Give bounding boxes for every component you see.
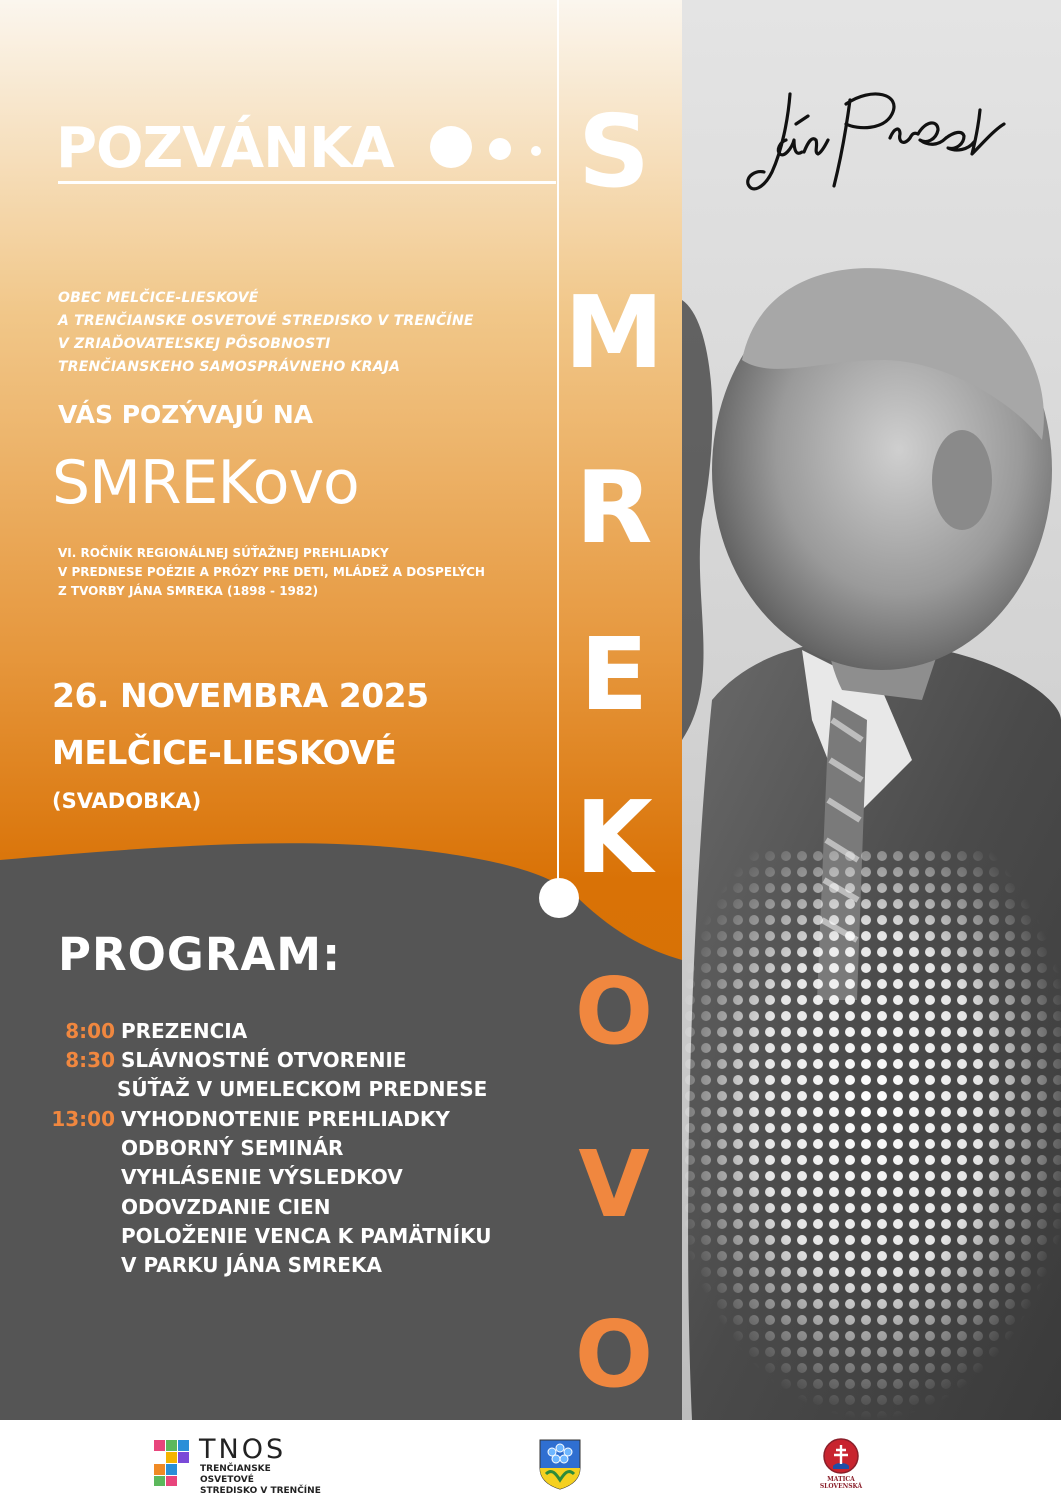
event-name: SMREKovo bbox=[52, 448, 359, 518]
program-text: VYHODNOTENIE PREHLIADKY bbox=[121, 1107, 450, 1131]
program-text: PREZENCIA bbox=[121, 1019, 248, 1043]
matica-emblem-icon bbox=[812, 1436, 870, 1476]
vertical-letter-k: K bbox=[575, 779, 653, 896]
program-text: ODBORNÝ SEMINÁR bbox=[121, 1136, 344, 1160]
invite-line: VÁS POZÝVAJÚ NA bbox=[58, 400, 314, 429]
program-time: 13:00 bbox=[51, 1107, 115, 1131]
program-title: PROGRAM: bbox=[58, 928, 342, 981]
matica-slovenska-logo bbox=[812, 1436, 870, 1496]
program-text: POLOŽENIE VENCA K PAMÄTNÍKU bbox=[121, 1224, 492, 1248]
tnos-name: TNOS bbox=[199, 1434, 287, 1465]
event-venue: (SVADOBKA) bbox=[52, 789, 202, 813]
program-text: V PARKU JÁNA SMREKA bbox=[121, 1253, 382, 1277]
organizer-line-2: A TRENČIANSKE OSVETOVÉ STREDISKO V TRENČÍNE bbox=[58, 313, 474, 329]
signature-image bbox=[742, 80, 1012, 200]
melcice-lieskove-crest-icon bbox=[538, 1438, 582, 1490]
vertical-letter-e: E bbox=[579, 616, 649, 733]
program-text: SÚŤAŽ V UMELECKOM PREDNESE bbox=[117, 1077, 488, 1101]
program-text: ODOVZDANIE CIEN bbox=[121, 1195, 331, 1219]
tnos-subtitle bbox=[200, 1464, 324, 1497]
tnos-logo bbox=[152, 1434, 324, 1496]
vertical-letter-o: O bbox=[574, 958, 654, 1065]
program-text: SLÁVNOSTNÉ OTVORENIE bbox=[121, 1048, 407, 1072]
vertical-letter-r: R bbox=[575, 449, 653, 566]
program-time: 8:30 bbox=[65, 1048, 115, 1072]
matica-line-1: MATICA bbox=[827, 1476, 855, 1483]
vertical-letter-s: S bbox=[577, 93, 651, 210]
event-place: MELČICE-LIESKOVÉ bbox=[52, 733, 397, 772]
description-line-1: VI. ROČNÍK REGIONÁLNEJ SÚŤAŽNEJ PREHLIADKY bbox=[58, 546, 389, 560]
program-time: 8:00 bbox=[65, 1019, 115, 1043]
title-underline bbox=[58, 181, 556, 184]
event-date: 26. NOVEMBRA 2025 bbox=[52, 676, 429, 715]
vertical-letter-o-2: O bbox=[574, 1301, 654, 1408]
matica-text bbox=[812, 1476, 870, 1490]
description-line-3: Z TVORBY JÁNA SMREKA (1898 - 1982) bbox=[58, 584, 319, 598]
decorative-dots-icon bbox=[428, 122, 558, 172]
portrait-photo bbox=[682, 0, 1061, 1420]
matica-line-2: SLOVENSKÁ bbox=[819, 1483, 863, 1490]
program-text: VYHLÁSENIE VÝSLEDKOV bbox=[121, 1165, 403, 1189]
organizer-line-1: OBEC MELČICE-LIESKOVÉ bbox=[58, 290, 259, 306]
organizer-line-4: TRENČIANSKEHO SAMOSPRÁVNEHO KRAJA bbox=[58, 359, 401, 375]
tnos-sub-line-1: TRENČIANSKE OSVETOVÉ bbox=[200, 1464, 271, 1485]
vertical-letter-m: M bbox=[564, 274, 664, 391]
tnos-sub-line-2: STREDISKO V TRENČÍNE bbox=[200, 1486, 321, 1496]
vertical-letter-v: V bbox=[578, 1131, 650, 1238]
description-line-2: V PREDNESE POÉZIE A PRÓZY PRE DETI, MLÁDEŽ A DOSPELÝCH bbox=[58, 565, 485, 579]
organizer-line-3: V ZRIAĎOVATEĽSKEJ PÔSOBNOSTI bbox=[58, 336, 331, 352]
pozvanka-heading: POZVÁNKA bbox=[56, 116, 394, 181]
tnos-mosaic-icon bbox=[152, 1436, 196, 1488]
